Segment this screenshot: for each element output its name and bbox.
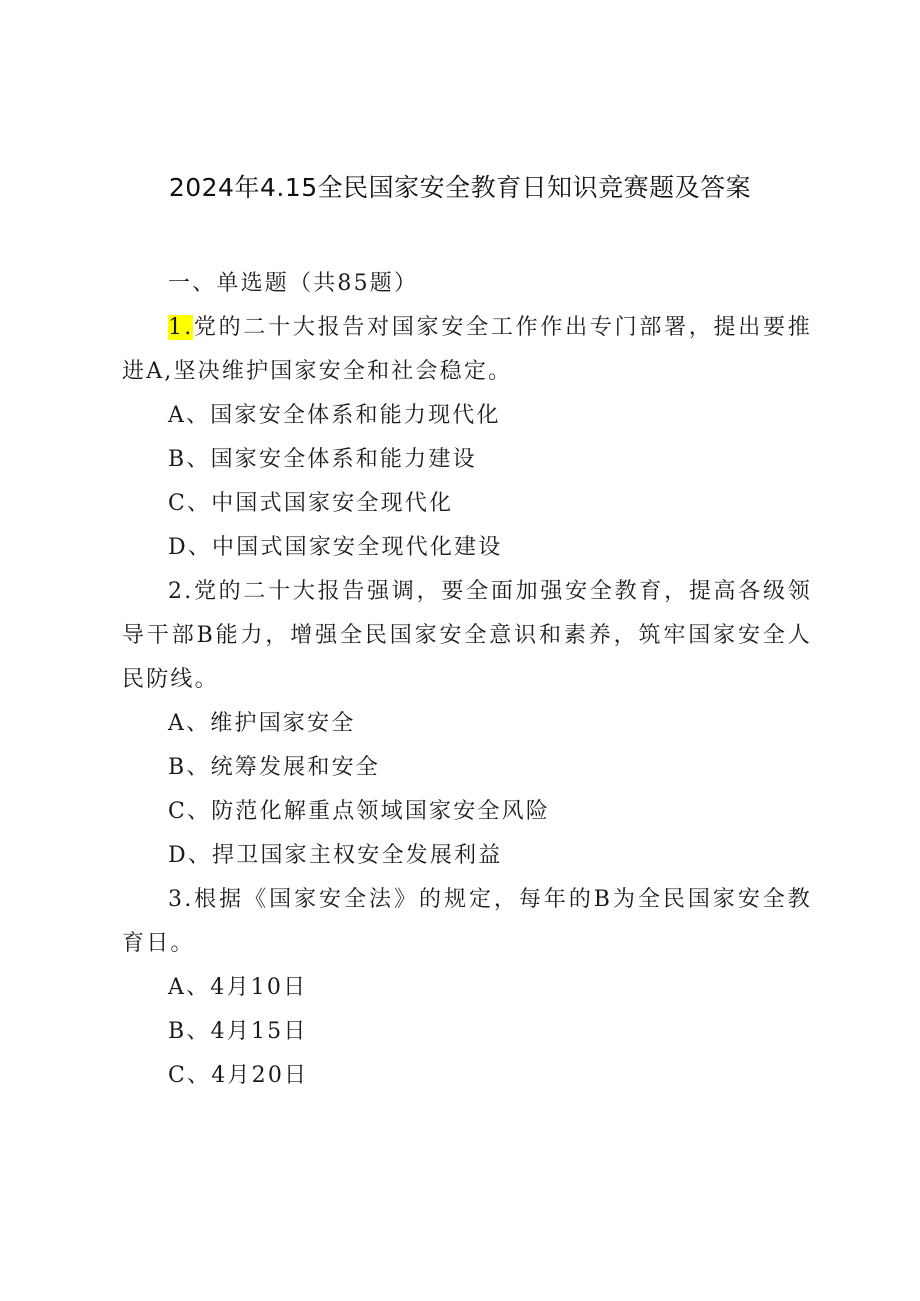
question-stem [122,878,812,966]
answer-option: A、国家安全体系和能力现代化 [168,403,501,428]
answer-option: D、捍卫国家主权安全发展利益 [168,843,503,868]
question-number: 2 [168,579,185,604]
answer-option: A、4月10日 [168,975,308,1000]
answer-option: C、中国式国家安全现代化 [168,491,454,516]
question-text: .党的二十大报告强调，要全面加强安全教育，提高各级领导干部B能力，增强全民国家安全意识和素养，筑牢国家安全人民防线。 [122,579,812,692]
question-text: 党的二十大报告对国家安全工作作出专门部署，提出要推进A,坚决维护国家安全和社会稳定。 [122,315,812,384]
answer-option: C、4月20日 [168,1063,309,1088]
answer-option: B、4月15日 [168,1019,308,1044]
question-number: 3 [168,887,185,912]
question-stem [122,570,812,702]
answer-option: C、防范化解重点领域国家安全风险 [168,799,551,824]
document-body [122,262,812,1098]
answer-option: A、维护国家安全 [168,711,356,736]
answer-option: B、统筹发展和安全 [168,755,380,780]
question-stem [122,306,812,394]
question-text: .根据《国家安全法》的规定，每年的B为全民国家安全教育日。 [122,887,812,956]
answer-option: B、国家安全体系和能力建设 [168,447,477,472]
question-number-highlighted: 1. [168,315,194,340]
section-heading: 一、单选题（共85题） [168,271,419,296]
answer-option: D、中国式国家安全现代化建设 [168,535,503,560]
document-title: 2024年4.15全民国家安全教育日知识竞赛题及答案 [168,173,752,202]
